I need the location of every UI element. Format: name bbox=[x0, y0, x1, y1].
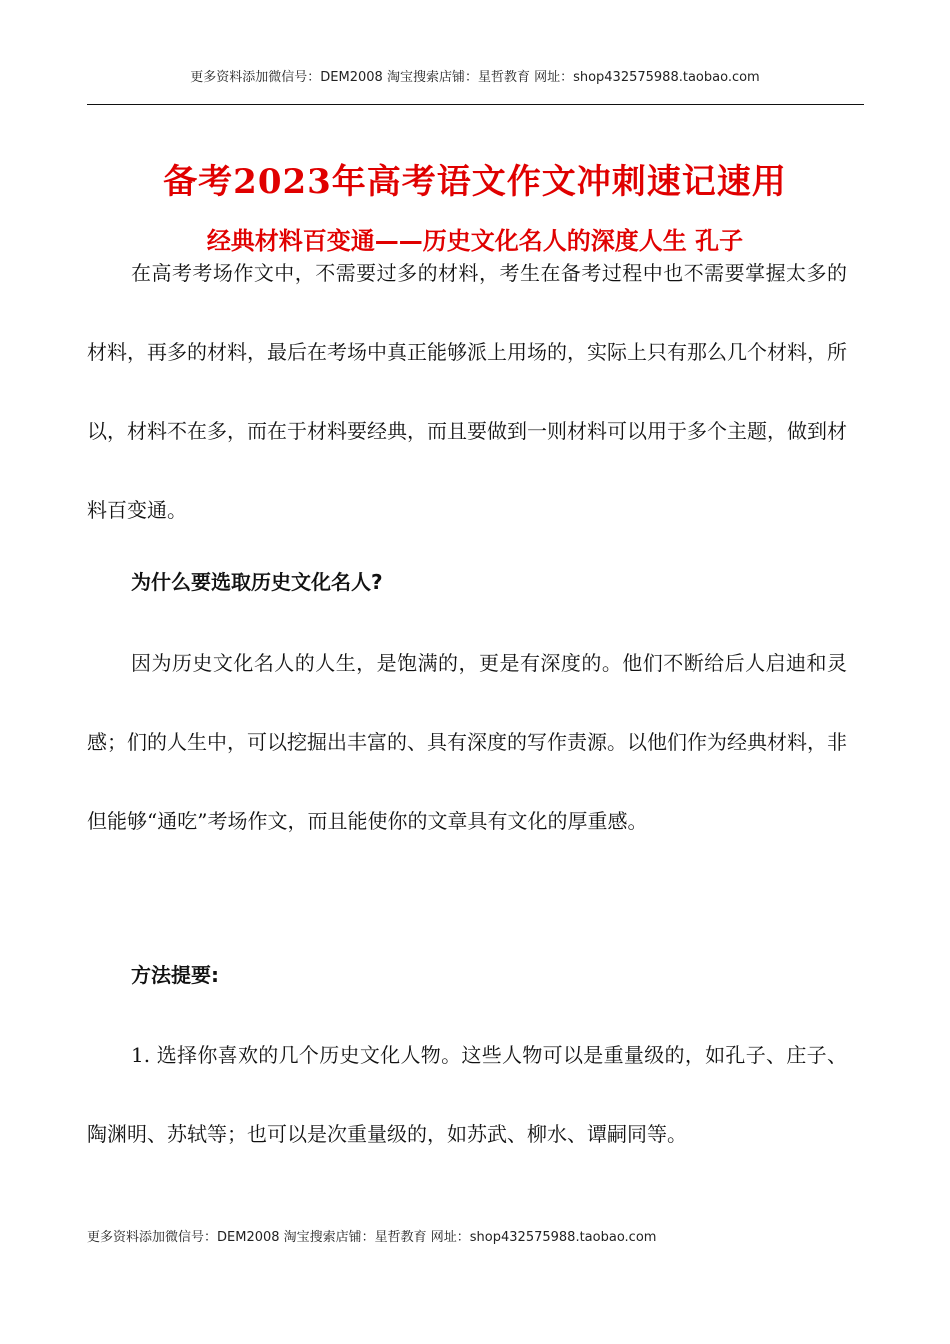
header-divider bbox=[87, 104, 864, 105]
section-heading-method: 方法提要: bbox=[131, 963, 219, 987]
page-header-text: 更多资料添加微信号：DEM2008 淘宝搜索店铺：星哲教育 网址：shop432575988.taobao.com bbox=[190, 70, 760, 85]
page-footer-text: 更多资料添加微信号：DEM2008 淘宝搜索店铺：星哲教育 网址：shop432575988.taobao.com bbox=[87, 1230, 657, 1245]
reason-paragraph: 因为历史文化名人的人生，是饱满的，更是有深度的。他们不断给后人启迪和灵感；们的人生中，可以挖掘出丰富的、具有深度的写作责源。以他们作为经典材料，非但能够“通吃”考场作文，而且能使你的文章具有文化的厚重感。 bbox=[87, 651, 847, 833]
section-heading-why: 为什么要选取历史文化名人? bbox=[131, 570, 383, 594]
document-subtitle: 经典材料百变通——历史文化名人的深度人生 孔子 bbox=[206, 226, 744, 255]
document-title: 备考2023年高考语文作文冲刺速记速用 bbox=[163, 161, 787, 202]
method-step-1-paragraph: 1. 选择你喜欢的几个历史文化人物。这些人物可以是重量级的，如孔子、庄子、陶渊明、苏轼等；也可以是次重量级的，如苏武、柳水、谭嗣同等。 bbox=[87, 1043, 847, 1146]
intro-paragraph: 在高考考场作文中，不需要过多的材料，考生在备考过程中也不需要掌握太多的材料，再多的材料，最后在考场中真正能够派上用场的，实际上只有那么几个材料，所以，材料不在多，而在于材料要经典，而且要做到一则材料可以用于多个主题，做到材料百变通。 bbox=[87, 261, 847, 522]
